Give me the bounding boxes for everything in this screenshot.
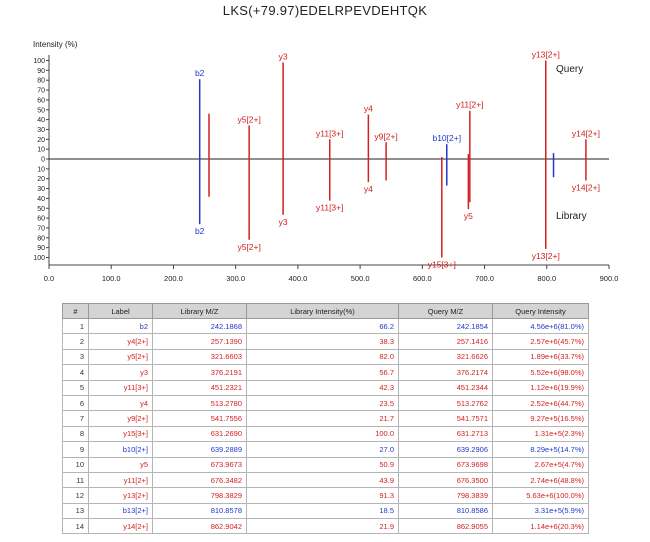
peak-label: y5	[463, 211, 473, 222]
peak-label: y9[2+]	[374, 131, 398, 142]
table-cell: 676.3500	[399, 472, 493, 487]
table-row	[63, 519, 589, 534]
y-tick-label: 30	[37, 186, 45, 194]
row-index-cell: 2	[63, 334, 89, 349]
table-cell: y5[2+]	[89, 349, 153, 364]
table-cell: 91.3	[247, 488, 399, 503]
peak-label: y5[2+]	[237, 241, 261, 252]
table-row	[63, 319, 589, 334]
peak-label: b2	[194, 226, 205, 237]
table-cell: 541.7556	[153, 411, 247, 426]
peak-label: y4	[363, 103, 373, 114]
x-tick-label: 700.0	[475, 274, 494, 283]
column-header: Library Intensity(%)	[247, 304, 399, 319]
table-cell: 242.1854	[399, 319, 493, 334]
table-cell: y4[2+]	[89, 334, 153, 349]
table-cell: 1.12e+6(19.9%)	[493, 380, 589, 395]
peak-table	[62, 303, 588, 534]
table-cell: 21.7	[247, 411, 399, 426]
x-tick-label: 800.0	[537, 274, 557, 283]
table-cell: b10[2+]	[89, 442, 153, 457]
table-cell: y11[3+]	[89, 380, 153, 395]
column-header: Query Intensity	[493, 304, 589, 319]
table-cell: 513.2762	[399, 395, 493, 410]
row-index-cell: 14	[63, 519, 89, 534]
y-tick-label: 70	[37, 225, 45, 233]
table-cell: b13[2+]	[89, 503, 153, 518]
row-index-cell: 3	[63, 349, 89, 364]
row-index-cell: 1	[63, 319, 89, 334]
row-index-cell: 5	[63, 380, 89, 395]
y-tick-label: 80	[37, 235, 45, 243]
table-row	[63, 395, 589, 410]
x-tick-label: 900.0	[599, 274, 619, 283]
table-cell: 38.3	[247, 334, 399, 349]
peak-label: y3	[278, 216, 288, 227]
table-cell: 23.5	[247, 395, 399, 410]
table-cell: 376.2174	[399, 365, 493, 380]
table-cell: 82.0	[247, 349, 399, 364]
table-cell: 5.63e+6(100.0%)	[493, 488, 589, 503]
table-row	[63, 457, 589, 472]
table-cell: 9.27e+5(16.5%)	[493, 411, 589, 426]
y-tick-label: 70	[37, 87, 45, 95]
y-tick-label: 40	[37, 117, 45, 125]
y-tick-label: 20	[37, 136, 45, 144]
table-cell: 321.6603	[153, 349, 247, 364]
peak-label: y14[2+]	[571, 182, 600, 193]
peak-label: y11[3+]	[316, 128, 344, 139]
table-cell: 242.1868	[153, 319, 247, 334]
legend-query: Query	[556, 64, 584, 75]
y-tick-label: 50	[37, 205, 45, 213]
table-cell: y5	[89, 457, 153, 472]
table-cell: 513.2780	[153, 395, 247, 410]
peak-label: b10[2+]	[432, 133, 462, 144]
table-cell: 56.7	[247, 365, 399, 380]
row-index-cell: 13	[63, 503, 89, 518]
table-row	[63, 442, 589, 457]
table-cell: 639.2889	[153, 442, 247, 457]
table-cell: 673.9673	[153, 457, 247, 472]
table-cell: 2.52e+6(44.7%)	[493, 395, 589, 410]
row-index-cell: 9	[63, 442, 89, 457]
row-index-cell: 7	[63, 411, 89, 426]
x-tick-label: 0.0	[43, 274, 55, 283]
table-body	[63, 319, 589, 534]
row-index-cell: 10	[63, 457, 89, 472]
table-cell: 18.5	[247, 503, 399, 518]
y-tick-label: 10	[37, 146, 45, 154]
table-cell: 1.89e+6(33.7%)	[493, 349, 589, 364]
row-index-cell: 11	[63, 472, 89, 487]
table-cell: 376.2191	[153, 365, 247, 380]
table-cell: y13[2+]	[89, 488, 153, 503]
table-cell: 862.9042	[153, 519, 247, 534]
axes	[33, 55, 618, 283]
table-row	[63, 426, 589, 441]
table-cell: 50.9	[247, 457, 399, 472]
x-tick-label: 100.0	[101, 274, 121, 283]
peak-label: y11[2+]	[456, 99, 484, 110]
table-cell: 5.52e+6(98.0%)	[493, 365, 589, 380]
table-cell: 257.1390	[153, 334, 247, 349]
peak-label: y15[3+]	[427, 259, 456, 270]
table-header-row	[63, 304, 589, 319]
x-tick-label: 200.0	[164, 274, 183, 283]
table-cell: 673.9698	[399, 457, 493, 472]
table-cell: 27.0	[247, 442, 399, 457]
x-tick-label: 300.0	[226, 274, 246, 283]
legend-library: Library	[556, 211, 587, 222]
table-cell: 631.2713	[399, 426, 493, 441]
peak-label: y13[2+]	[531, 49, 560, 60]
table-row	[63, 411, 589, 426]
table-cell: 810.8586	[399, 503, 493, 518]
row-index-cell: 12	[63, 488, 89, 503]
y-tick-label: 90	[37, 67, 45, 75]
row-index-cell: 6	[63, 395, 89, 410]
y-tick-label: 90	[37, 245, 45, 253]
table-cell: 321.6626	[399, 349, 493, 364]
table-cell: y4	[89, 395, 153, 410]
y-tick-label: 100	[33, 255, 45, 262]
table-cell: 66.2	[247, 319, 399, 334]
table-cell: 21.9	[247, 519, 399, 534]
x-tick-label: 600.0	[412, 274, 432, 283]
peak-label: y5[2+]	[237, 114, 261, 125]
row-index-cell: 8	[63, 426, 89, 441]
peak-label: y13[2+]	[531, 250, 560, 261]
table-row	[63, 472, 589, 487]
y-tick-label: 100	[33, 58, 45, 65]
table-cell: 451.2321	[153, 380, 247, 395]
column-header: #	[63, 304, 89, 319]
table-cell: 43.9	[247, 472, 399, 487]
table-cell: y3	[89, 365, 153, 380]
peak-label: y14[2+]	[571, 128, 600, 139]
table-cell: y14[2+]	[89, 519, 153, 534]
peak-label: b2	[194, 68, 205, 79]
y-tick-label: 80	[37, 77, 45, 85]
table-cell: 1.14e+6(20.3%)	[493, 519, 589, 534]
chart-title: LKS(+79.97)EDELRPEVDEHTQK	[222, 3, 428, 18]
table-row	[63, 349, 589, 364]
y-tick-label: 20	[37, 176, 45, 184]
row-index-cell: 4	[63, 365, 89, 380]
peak-label: y4	[363, 184, 373, 195]
table-row	[63, 334, 589, 349]
table-cell: 810.8578	[153, 503, 247, 518]
table-cell: 639.2906	[399, 442, 493, 457]
table-cell: 3.31e+5(5.9%)	[493, 503, 589, 518]
table-row	[63, 488, 589, 503]
y-tick-label: 60	[37, 215, 45, 223]
table-cell: 2.57e+6(45.7%)	[493, 334, 589, 349]
table-cell: 451.2344	[399, 380, 493, 395]
table-cell: y15[3+]	[89, 426, 153, 441]
table-cell: 2.74e+6(48.8%)	[493, 472, 589, 487]
y-tick-label: 30	[37, 126, 45, 134]
column-header: Query M/Z	[399, 304, 493, 319]
x-tick-label: 500.0	[350, 274, 370, 283]
y-tick-label: 0	[41, 156, 45, 164]
table-cell: 676.3482	[153, 472, 247, 487]
table-cell: 798.3839	[399, 488, 493, 503]
table-cell: 862.9055	[399, 519, 493, 534]
table-cell: 631.2690	[153, 426, 247, 441]
table-cell: 798.3829	[153, 488, 247, 503]
y-tick-label: 50	[37, 107, 45, 115]
table-cell: 8.29e+5(14.7%)	[493, 442, 589, 457]
table-cell: b2	[89, 319, 153, 334]
table-row	[63, 365, 589, 380]
table-row	[63, 380, 589, 395]
column-header: Library M/Z	[153, 304, 247, 319]
table-row	[63, 503, 589, 518]
y-tick-label: 60	[37, 97, 45, 105]
y-axis-label: Intensity (%)	[33, 40, 78, 49]
x-tick-label: 400.0	[288, 274, 308, 283]
peak-label: y11[3+]	[316, 202, 344, 213]
table-cell: 2.67e+5(4.7%)	[493, 457, 589, 472]
table-cell: 42.3	[247, 380, 399, 395]
y-tick-label: 10	[37, 166, 45, 174]
table-cell: 1.31e+5(2.3%)	[493, 426, 589, 441]
column-header: Label	[89, 304, 153, 319]
table-cell: 541.7571	[399, 411, 493, 426]
table-cell: 100.0	[247, 426, 399, 441]
y-tick-label: 40	[37, 195, 45, 203]
peak-label: y3	[278, 51, 288, 62]
table-cell: 257.1416	[399, 334, 493, 349]
table-cell: 4.56e+6(81.0%)	[493, 319, 589, 334]
table-cell: y11[2+]	[89, 472, 153, 487]
table-cell: y9[2+]	[89, 411, 153, 426]
